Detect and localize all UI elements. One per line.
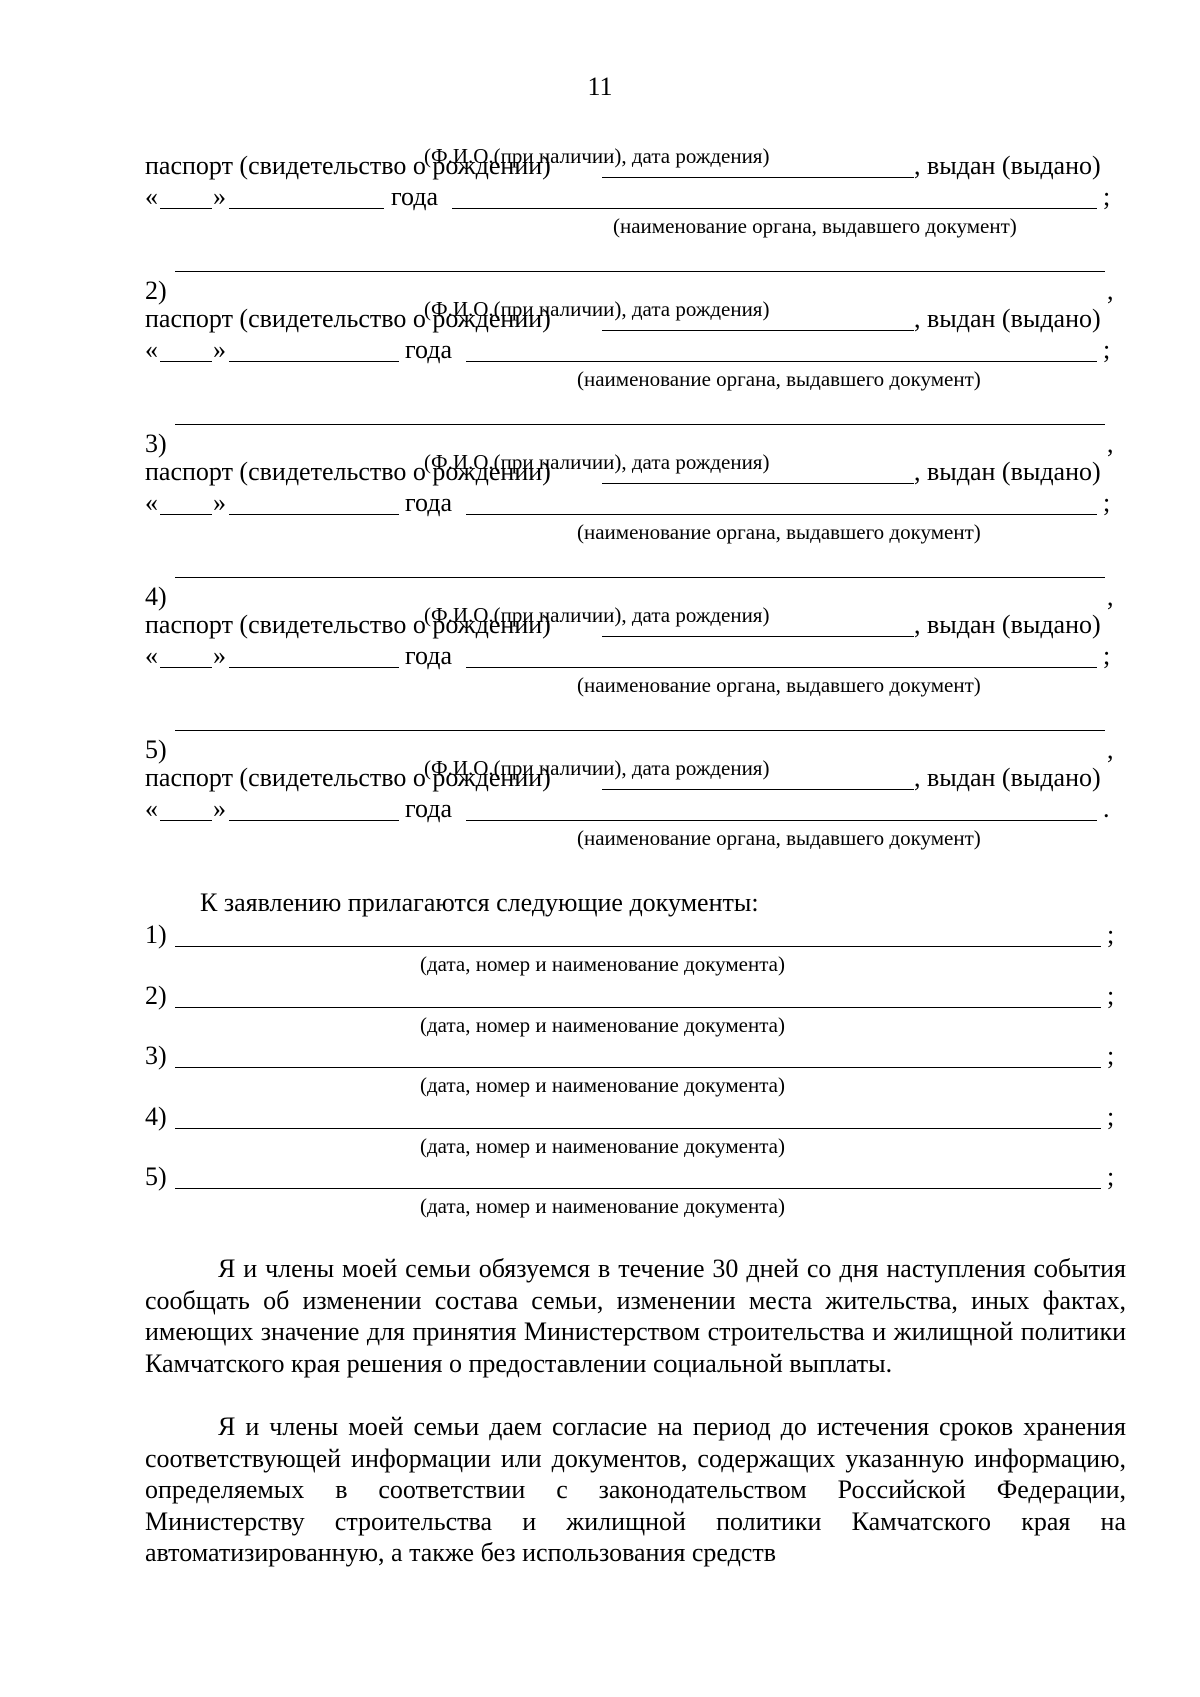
issued-label: , выдан (выдано) xyxy=(914,457,1101,486)
issued-label: , выдан (выдано) xyxy=(914,763,1101,792)
member-number: 4) xyxy=(145,582,167,611)
end-mark: ; xyxy=(1103,182,1111,211)
document-field[interactable] xyxy=(175,1067,1101,1068)
organ-caption: (наименование органа, выдавшего документ) xyxy=(577,673,981,697)
document-caption: (дата, номер и наименование документа) xyxy=(420,1194,785,1218)
issue-month-field[interactable] xyxy=(229,667,399,668)
member-name-field[interactable] xyxy=(175,271,1105,272)
passport-number-field[interactable] xyxy=(602,636,914,637)
issue-month-field[interactable] xyxy=(229,514,399,515)
document-number: 3) xyxy=(145,1041,167,1070)
passport-label: паспорт (свидетельство о рождении) xyxy=(145,151,551,180)
issue-day-field[interactable] xyxy=(160,820,212,821)
comma-mark: , xyxy=(1107,735,1114,764)
date-close-quote: » xyxy=(213,182,226,211)
passport-label: паспорт (свидетельство о рождении) xyxy=(145,763,551,792)
passport-number-field[interactable] xyxy=(602,483,914,484)
comma-mark: , xyxy=(1107,582,1114,611)
end-mark: ; xyxy=(1107,1162,1115,1191)
fio-caption: (Ф.И.О.(при наличии), дата рождения) xyxy=(424,450,770,474)
date-open-quote: « xyxy=(145,641,158,670)
member-number: 5) xyxy=(145,735,167,764)
issued-label: , выдан (выдано) xyxy=(914,304,1101,333)
issue-day-field[interactable] xyxy=(160,208,212,209)
document-field[interactable] xyxy=(175,1188,1101,1189)
document-caption: (дата, номер и наименование документа) xyxy=(420,1012,785,1037)
fio-caption: (Ф.И.О.(при наличии), дата рождения) xyxy=(424,603,770,627)
organ-caption: (наименование органа, выдавшего документ) xyxy=(577,367,981,391)
organ-caption: (наименование органа, выдавшего документ) xyxy=(613,214,1017,238)
document-number: 4) xyxy=(145,1101,167,1131)
fio-caption: (Ф.И.О.(при наличии), дата рождения) xyxy=(424,297,770,321)
fio-caption: (Ф.И.О.(при наличии), дата рождения) xyxy=(424,756,770,780)
organ-caption: (наименование органа, выдавшего документ) xyxy=(577,520,981,544)
year-label: года xyxy=(405,641,453,670)
end-mark: . xyxy=(1103,794,1110,823)
issuing-authority-field[interactable] xyxy=(466,514,1097,515)
document-field[interactable] xyxy=(175,1128,1101,1129)
date-close-quote: » xyxy=(213,641,226,670)
fio-caption: (Ф.И.О.(при наличии), дата рождения) xyxy=(424,144,770,168)
issuing-authority-field[interactable] xyxy=(466,667,1097,668)
member-number: 2) xyxy=(145,276,167,305)
member-name-field[interactable] xyxy=(175,730,1105,731)
comma-mark: , xyxy=(1107,276,1114,305)
issuing-authority-field[interactable] xyxy=(466,820,1097,821)
document-number: 5) xyxy=(145,1162,167,1191)
document-number: 1) xyxy=(145,920,167,949)
date-open-quote: « xyxy=(145,182,158,211)
comma-mark: , xyxy=(1107,429,1114,458)
page-number: 11 xyxy=(587,72,613,101)
issue-day-field[interactable] xyxy=(160,514,212,515)
issuing-authority-field[interactable] xyxy=(452,208,1097,209)
issue-month-field[interactable] xyxy=(229,208,384,209)
passport-label: паспорт (свидетельство о рождении) xyxy=(145,304,551,333)
issued-label: , выдан (выдано) xyxy=(914,610,1101,639)
document-caption: (дата, номер и наименование документа) xyxy=(420,952,785,976)
end-mark: ; xyxy=(1107,1101,1115,1131)
end-mark: ; xyxy=(1107,1041,1115,1070)
passport-number-field[interactable] xyxy=(602,330,914,331)
obligation-paragraph: Я и члены моей семьи обязуемся в течение 30 дней со дня наступления события сообщать об изменении состава семьи, изменении места жительства, иных фактах, имеющих значение для принятия Министерством строительства и жилищной политики Камчатского края решения о предоставлении социальной выплаты. xyxy=(145,1254,1126,1378)
member-name-field[interactable] xyxy=(175,577,1105,578)
document-caption: (дата, номер и наименование документа) xyxy=(420,1073,785,1097)
date-close-quote: » xyxy=(213,488,226,517)
passport-label: паспорт (свидетельство о рождении) xyxy=(145,610,551,639)
date-open-quote: « xyxy=(145,488,158,517)
end-mark: ; xyxy=(1107,920,1115,949)
documents-intro: К заявлению прилагаются следующие документы: xyxy=(200,888,759,917)
organ-caption: (наименование органа, выдавшего документ) xyxy=(577,826,981,850)
document-caption: (дата, номер и наименование документа) xyxy=(420,1133,785,1158)
document-number: 2) xyxy=(145,980,167,1010)
issued-label: , выдан (выдано) xyxy=(914,151,1101,180)
document-field[interactable] xyxy=(175,1007,1101,1008)
issue-month-field[interactable] xyxy=(229,361,399,362)
end-mark: ; xyxy=(1103,335,1111,364)
issue-month-field[interactable] xyxy=(229,820,399,821)
issue-day-field[interactable] xyxy=(160,361,212,362)
document-field[interactable] xyxy=(175,946,1101,947)
date-open-quote: « xyxy=(145,335,158,364)
year-label: года xyxy=(391,182,439,211)
issuing-authority-field[interactable] xyxy=(466,361,1097,362)
passport-number-field[interactable] xyxy=(602,789,914,790)
date-close-quote: » xyxy=(213,794,226,823)
date-close-quote: » xyxy=(213,335,226,364)
year-label: года xyxy=(405,488,453,517)
end-mark: ; xyxy=(1103,488,1111,517)
year-label: года xyxy=(405,794,453,823)
year-label: года xyxy=(405,335,453,364)
end-mark: ; xyxy=(1107,980,1115,1010)
member-number: 3) xyxy=(145,429,167,458)
passport-label: паспорт (свидетельство о рождении) xyxy=(145,457,551,486)
end-mark: ; xyxy=(1103,641,1111,670)
passport-number-field[interactable] xyxy=(602,177,914,178)
date-open-quote: « xyxy=(145,794,158,823)
issue-day-field[interactable] xyxy=(160,667,212,668)
consent-paragraph: Я и члены моей семьи даем согласие на период до истечения сроков хранения соответствующей информации или документов, содержащих указанную информацию, определяемых в соответствии с законодательством Российской Федерации, Министерству строительства и жилищной политики Камчатского края на автоматизированную, а также без использования средств xyxy=(145,1412,1126,1567)
member-name-field[interactable] xyxy=(175,424,1105,425)
